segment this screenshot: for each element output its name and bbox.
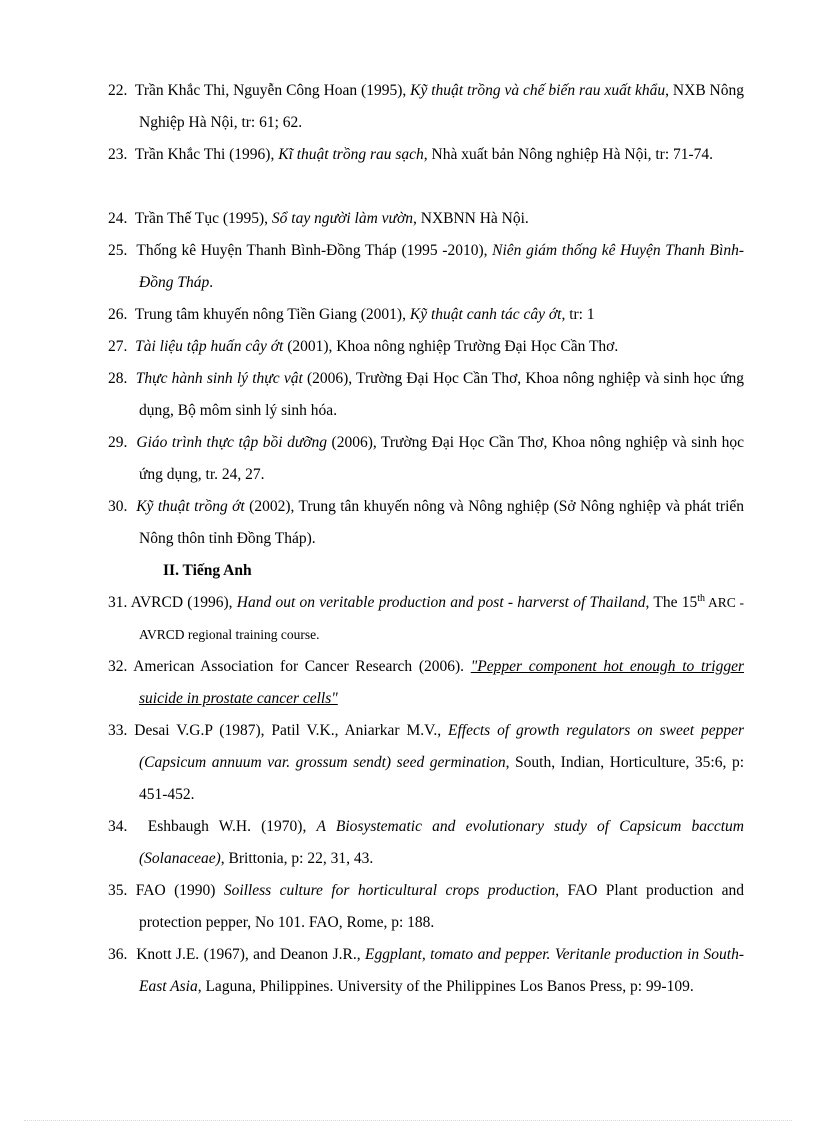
reference-34: 34. Eshbaugh W.H. (1970), A Biosystematic and evolutionary study of Capsicum bacctum (Solanaceae), Brittonia, p: 22, 31, 43.: [108, 818, 745, 867]
reference-33: 33. Desai V.G.P (1987), Patil V.K., Aniarkar M.V., Effects of growth regulators on sweet pepper (Capsicum annuum var. grossum sendt) seed germination, South, Indian, Horticulture, 35:6, p: 451-452.: [108, 722, 745, 803]
reference-35: 35. FAO (1990) Soilless culture for horticultural crops production, FAO Plant production and protection pepper, No 101. FAO, Rome, p: 188.: [108, 882, 745, 931]
reference-27: 27. Tài liệu tập huấn cây ớt (2001), Khoa nông nghiệp Trường Đại Học Cần Thơ.: [108, 338, 619, 355]
reference-23: 23. Trần Khắc Thi (1996), Kĩ thuật trồng rau sạch, Nhà xuất bản Nông nghiệp Hà Nội, tr: 71-74.: [108, 146, 714, 163]
reference-32-link[interactable]: "Pepper component hot enough to trigger suicide in prostate cancer cells": [139, 658, 745, 707]
reference-26: 26. Trung tâm khuyến nông Tiền Giang (2001), Kỹ thuật canh tác cây ớt, tr: 1: [108, 306, 595, 323]
reference-30: 30. Kỹ thuật trồng ớt (2002), Trung tân khuyến nông và Nông nghiệp (Sở Nông nghiệp và phát triển Nông thôn tỉnh Đồng Tháp).: [108, 498, 745, 547]
section-heading-english: II. Tiếng Anh: [163, 562, 252, 579]
reference-28: 28. Thực hành sinh lý thực vật (2006), Trường Đại Học Cần Thơ, Khoa nông nghiệp và sinh học ứng dụng, Bộ môm sinh lý sinh hóa.: [108, 370, 745, 419]
reference-36: 36. Knott J.E. (1967), and Deanon J.R., Eggplant, tomato and pepper. Veritanle production in South-East Asia, Laguna, Philippines. University of the Philippines Los Banos Press, p: 99-109.: [108, 946, 745, 995]
reference-22: 22. Trần Khắc Thi, Nguyễn Công Hoan (1995), Kỹ thuật trồng và chế biến rau xuất khẩu, NXB Nông Nghiệp Hà Nội, tr: 61; 62.: [108, 82, 744, 131]
reference-29: 29. Giáo trình thực tập bồi dưỡng (2006), Trường Đại Học Cần Thơ, Khoa nông nghiệp và sinh học ứng dụng, tr. 24, 27.: [108, 434, 745, 483]
reference-31: 31. AVRCD (1996), Hand out on veritable production and post - harverst of Thailand, The 15th ARC - AVRCD regional training course.: [108, 592, 744, 642]
reference-32: 32. American Association for Cancer Research (2006). "Pepper component hot enough to trigger suicide in prostate cancer cells": [108, 658, 745, 707]
page-bottom-divider: [24, 1120, 792, 1121]
reference-25: 25. Thống kê Huyện Thanh Bình-Đồng Tháp (1995 -2010), Niên giám thống kê Huyện Thanh Bình-Đồng Tháp.: [108, 242, 744, 291]
reference-24: 24. Trần Thế Tục (1995), Sổ tay người làm vườn, NXBNN Hà Nội.: [108, 210, 529, 227]
